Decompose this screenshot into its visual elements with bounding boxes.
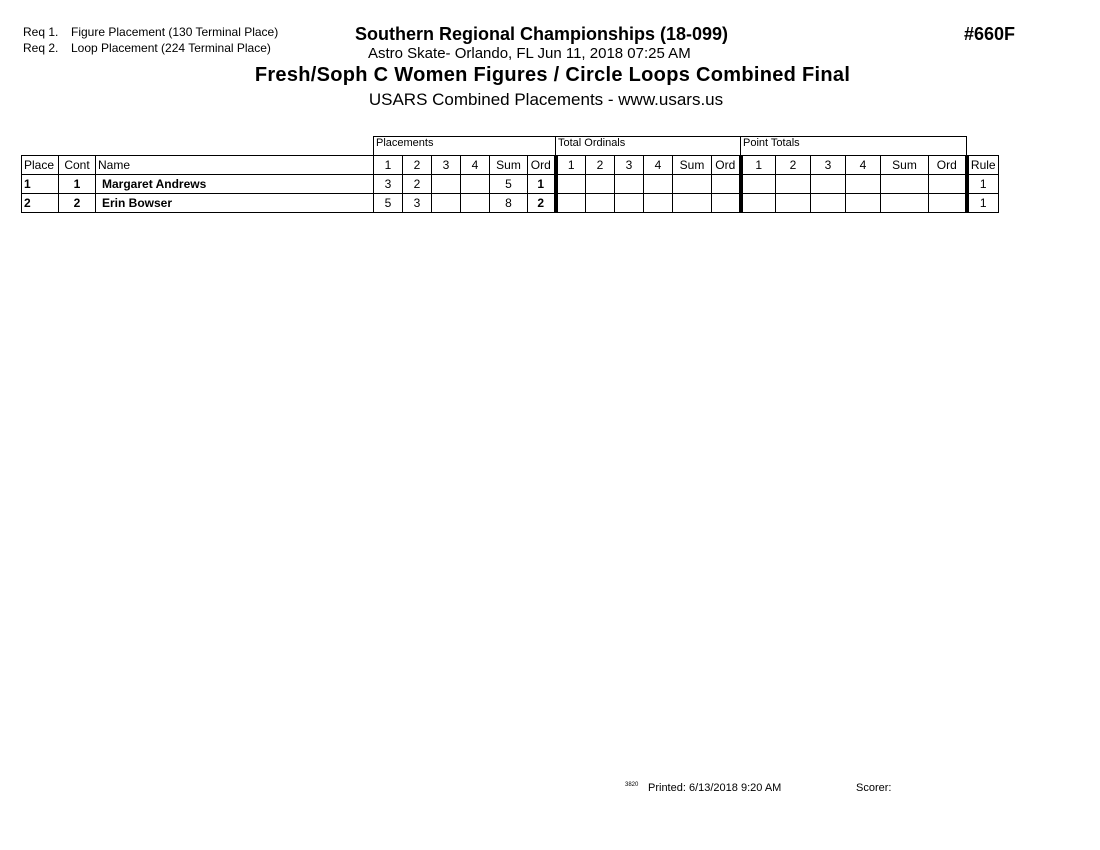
cell-placement-1: 5 [374,194,403,213]
header-points-sum: Sum [881,156,929,175]
results-table [21,136,999,213]
event-number: #660F [964,24,1016,44]
requirement-number: Req 1. [23,25,59,39]
header-placement-ord: Ord [528,156,556,175]
footer-code: 3820 [625,782,639,788]
cell-cont: 2 [59,194,96,213]
requirement-2 [23,41,271,55]
header-ordinal-1: 1 [556,156,586,175]
cell-placement-2: 3 [403,194,432,213]
group-placements: Placements [374,137,556,156]
printed-timestamp: Printed: 6/13/2018 9:20 AM [648,782,782,794]
cell-points-1 [741,175,776,194]
cell-ordinal-3 [615,194,644,213]
requirement-text: Loop Placement (224 Terminal Place) [71,41,271,55]
cell-ordinal-sum [673,194,712,213]
column-header-row [22,156,999,175]
cell-ordinal-1 [556,175,586,194]
cell-placement-sum: 8 [490,194,528,213]
cell-place: 1 [22,175,59,194]
header-ordinal-4: 4 [644,156,673,175]
cell-placement-4 [461,194,490,213]
cell-points-sum [881,175,929,194]
cell-rule: 1 [967,175,999,194]
cell-placement-ord: 1 [528,175,556,194]
header-ordinal-ord: Ord [712,156,741,175]
requirement-1 [23,25,278,39]
cell-placement-4 [461,175,490,194]
cell-ordinal-ord [712,175,741,194]
cell-placement-ord: 2 [528,194,556,213]
cell-placement-2: 2 [403,175,432,194]
cell-placement-3 [432,194,461,213]
cell-placement-sum: 5 [490,175,528,194]
header-placement-4: 4 [461,156,490,175]
header-points-1: 1 [741,156,776,175]
header-ordinal-2: 2 [586,156,615,175]
cell-points-sum [881,194,929,213]
header-placement-sum: Sum [490,156,528,175]
cell-points-ord [929,175,967,194]
table-row [22,175,999,194]
cell-name: Erin Bowser [96,194,374,213]
cell-place: 2 [22,194,59,213]
group-header-row [22,137,999,156]
cell-ordinal-4 [644,175,673,194]
header-place: Place [22,156,59,175]
cell-ordinal-sum [673,175,712,194]
header-placement-3: 3 [432,156,461,175]
cell-name: Margaret Andrews [96,175,374,194]
header-points-3: 3 [811,156,846,175]
cell-placement-1: 3 [374,175,403,194]
requirement-number: Req 2. [23,41,59,55]
cell-points-2 [776,175,811,194]
cell-rule: 1 [967,194,999,213]
placements-source: USARS Combined Placements - www.usars.us [368,90,724,109]
cell-placement-3 [432,175,461,194]
header-placement-2: 2 [403,156,432,175]
header-cont: Cont [59,156,96,175]
header-points-4: 4 [846,156,881,175]
cell-points-1 [741,194,776,213]
header-ordinal-sum: Sum [673,156,712,175]
header-name: Name [96,156,374,175]
cell-ordinal-1 [556,194,586,213]
requirement-text: Figure Placement (130 Terminal Place) [71,25,279,39]
cell-ordinal-3 [615,175,644,194]
header-points-ord: Ord [929,156,967,175]
header-points-2: 2 [776,156,811,175]
cell-points-4 [846,175,881,194]
competition-title: Fresh/Soph C Women Figures / Circle Loops Combined Final [254,64,851,86]
cell-points-3 [811,175,846,194]
cell-ordinal-4 [644,194,673,213]
scorer-label: Scorer: [856,782,892,794]
group-point-totals: Point Totals [741,137,967,156]
table-row [22,194,999,213]
cell-ordinal-2 [586,175,615,194]
event-title: Southern Regional Championships (18-099) [355,24,729,44]
cell-ordinal-2 [586,194,615,213]
cell-ordinal-ord [712,194,741,213]
header-rule: Rule [967,156,999,175]
event-subtitle: Astro Skate- Orlando, FL Jun 11, 2018 07:25 AM [368,45,691,62]
cell-points-3 [811,194,846,213]
cell-cont: 1 [59,175,96,194]
header-ordinal-3: 3 [615,156,644,175]
group-total-ordinals: Total Ordinals [556,137,741,156]
header-placement-1: 1 [374,156,403,175]
cell-points-2 [776,194,811,213]
cell-points-4 [846,194,881,213]
cell-points-ord [929,194,967,213]
